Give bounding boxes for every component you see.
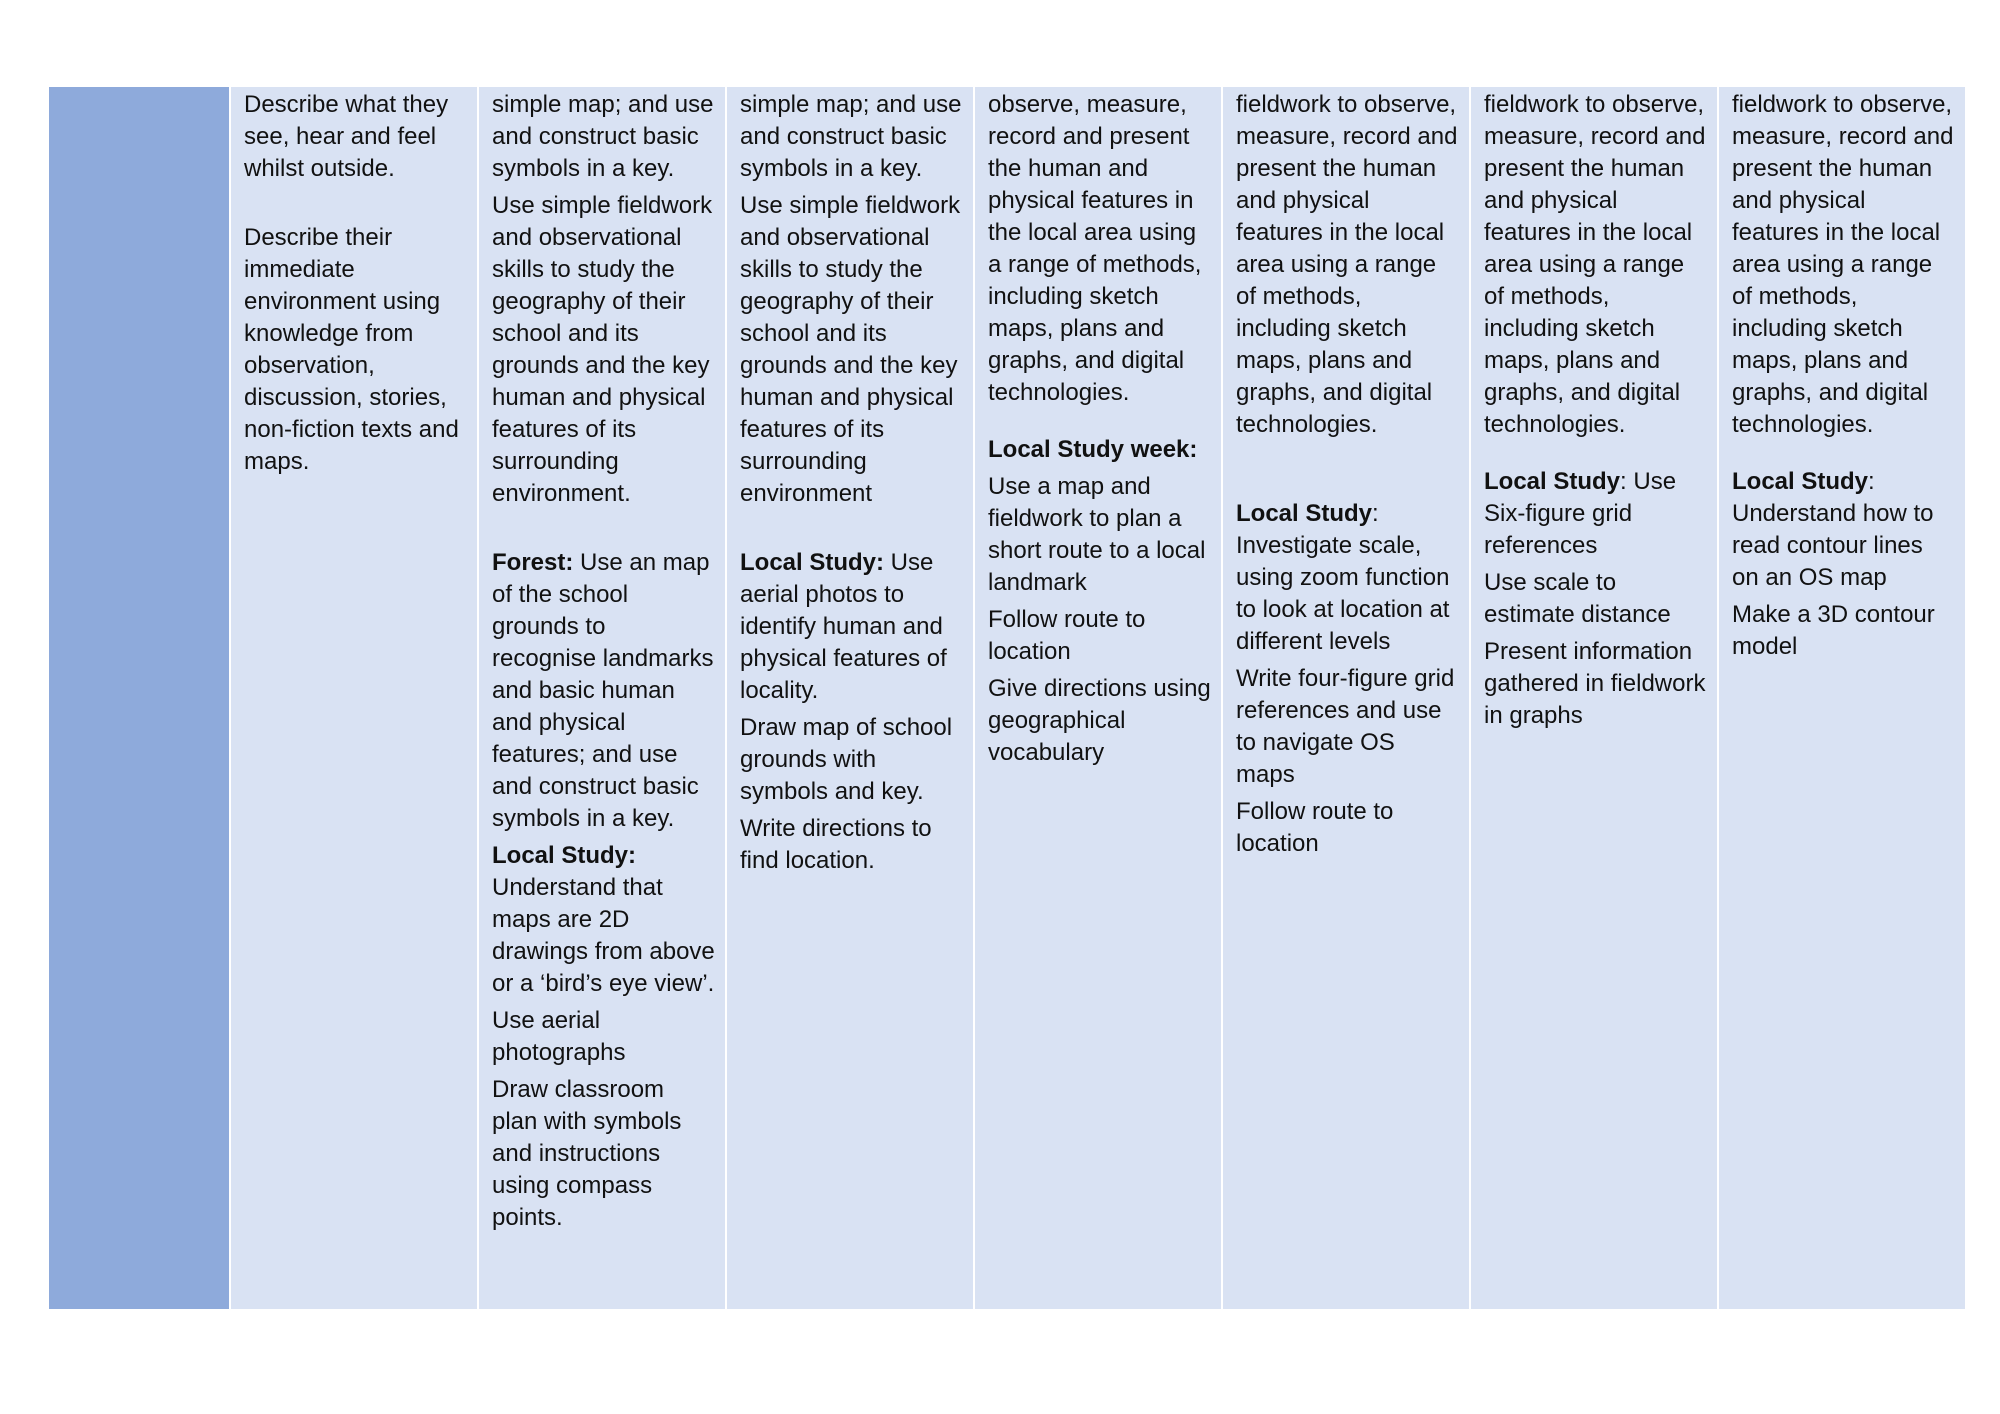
cell-text: Present information gathered in fieldwork in graphs: [1484, 638, 1706, 729]
spacer: [492, 515, 715, 547]
bold-label: Local Study: [1236, 500, 1373, 527]
table-cell-col-3: [727, 87, 973, 1309]
row-header-cell: [49, 87, 229, 1309]
cell-text: [1484, 466, 1707, 562]
cell-text-rest: Use aerial photos to identify human and physical features of locality.: [740, 549, 947, 704]
cell-text: [1732, 466, 1955, 498]
table-cell-col-2: [479, 87, 725, 1309]
cell-text: Write four-figure grid references and use to navigate OS maps: [1236, 665, 1455, 788]
cell-text: Draw classroom plan with symbols and instructions using compass points.: [492, 1076, 682, 1231]
cell-text: Give directions using geographical vocabulary: [988, 675, 1211, 766]
cell-text: [1236, 498, 1459, 530]
spacer: [244, 190, 467, 222]
table-cell-col-5: [1223, 87, 1469, 1309]
cell-text: Investigate scale, using zoom function to look at location at different levels: [1236, 532, 1450, 655]
spacer: [740, 515, 963, 547]
table-cell-col-4: [975, 87, 1221, 1309]
cell-text: Understand how to read contour lines on an OS map: [1732, 500, 1934, 591]
cell-text: Make a 3D contour model: [1732, 601, 1935, 660]
spacer: [1484, 446, 1707, 466]
spacer: [1732, 446, 1955, 466]
cell-text: Describe what they see, hear and feel whilst outside.: [244, 91, 449, 182]
bold-label: Local Study: [1484, 468, 1621, 495]
cell-text: Follow route to location: [988, 606, 1146, 665]
cell-text-rest: :: [1372, 500, 1379, 527]
curriculum-table: [49, 87, 1959, 1309]
cell-text: [492, 840, 715, 872]
spacer: [1236, 446, 1459, 498]
cell-text: Use scale to estimate distance: [1484, 569, 1671, 628]
bold-label: Local Study:: [740, 549, 885, 576]
cell-text: fieldwork to observe, measure, record and present the human and physical features in the local area using a range of methods, including sketch maps, plans and graphs, and digital technologies.: [1236, 91, 1458, 438]
cell-text: observe, measure, record and present the human and physical features in the local area using a range of methods, including sketch maps, plans and graphs, and digital technologies.: [988, 91, 1202, 406]
bold-label: Local Study:: [492, 842, 637, 869]
cell-text: Use simple fieldwork and observational skills to study the geography of their school and its grounds and the key human and physical features of its surrounding environment: [740, 192, 961, 507]
bold-label: Local Study week:: [988, 436, 1198, 463]
cell-text: fieldwork to observe, measure, record and present the human and physical features in the local area using a range of methods, including sketch maps, plans and graphs, and digital technologies.: [1732, 91, 1954, 438]
cell-text: Draw map of school grounds with symbols and key.: [740, 714, 953, 805]
table-cell-col-7: [1719, 87, 1965, 1309]
cell-text: Describe their immediate environment using knowledge from observation, discussion, stories, non-fiction texts and maps.: [244, 224, 459, 475]
cell-text-rest: Use an map of the school grounds to recognise landmarks and basic human and physical features; and use and construct basic symbols in a key.: [492, 549, 714, 832]
cell-text: [492, 547, 715, 835]
cell-text: Use simple fieldwork and observational skills to study the geography of their school and its grounds and the key human and physical features of its surrounding environment.: [492, 192, 713, 507]
bold-label: Local Study: [1732, 468, 1869, 495]
table-cell-col-6: [1471, 87, 1717, 1309]
cell-text-rest: :: [1868, 468, 1875, 495]
table-cell-col-1: [231, 87, 477, 1309]
cell-text: fieldwork to observe, measure, record and present the human and physical features in the local area using a range of methods, including sketch maps, plans and graphs, and digital technologies.: [1484, 91, 1706, 438]
cell-text: [988, 434, 1211, 466]
cell-text: Write directions to find location.: [740, 815, 932, 874]
spacer: [988, 414, 1211, 434]
cell-text: Use a map and fieldwork to plan a short route to a local landmark: [988, 473, 1206, 596]
cell-text: simple map; and use and construct basic symbols in a key.: [492, 91, 714, 182]
cell-text: [740, 547, 963, 707]
cell-text-rest: : Use Six-figure grid references: [1484, 468, 1677, 559]
cell-text: Understand that maps are 2D drawings from above or a ‘bird’s eye view’.: [492, 874, 715, 997]
cell-text: Follow route to location: [1236, 798, 1394, 857]
bold-label: Forest:: [492, 549, 574, 576]
cell-text: simple map; and use and construct basic symbols in a key.: [740, 91, 962, 182]
cell-text: Use aerial photographs: [492, 1007, 626, 1066]
